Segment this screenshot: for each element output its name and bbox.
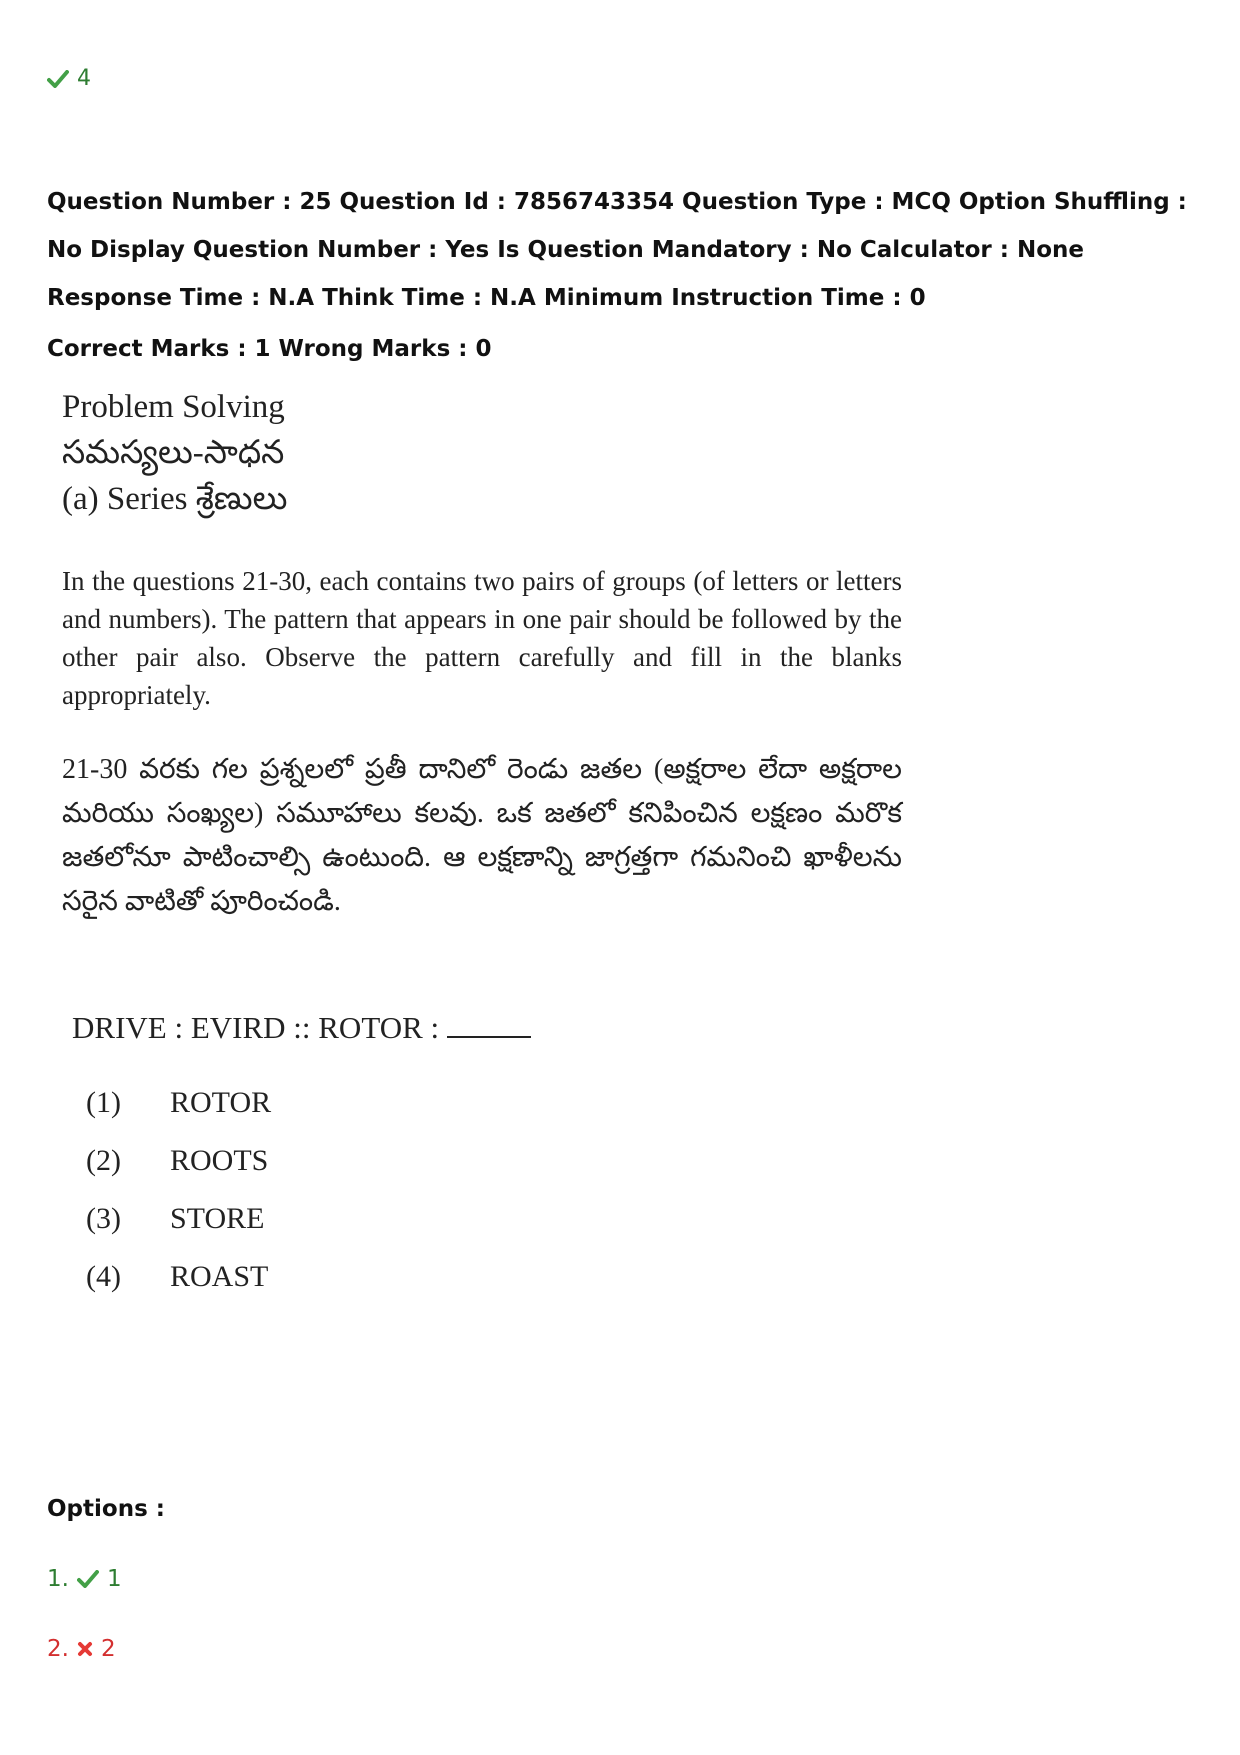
marks-info: Correct Marks : 1 Wrong Marks : 0: [47, 336, 492, 362]
option-value: 1: [106, 1566, 122, 1592]
correct-answer-indicator: [47, 66, 91, 91]
option-index: 1.: [47, 1566, 69, 1592]
option-index: 2.: [47, 1636, 69, 1662]
answer-blank: [447, 1035, 531, 1038]
choice-item: [86, 1248, 902, 1306]
choice-text: ROOTS: [170, 1144, 269, 1177]
choice-text: STORE: [170, 1202, 265, 1235]
choice-list: [62, 1074, 902, 1306]
option-wrong: [47, 1636, 116, 1662]
option-value: 2: [100, 1636, 116, 1662]
choice-text: ROTOR: [170, 1086, 272, 1119]
options-title: Options :: [47, 1496, 165, 1522]
heading-english: Problem Solving: [62, 389, 285, 425]
question-metadata: Question Number : 25 Question Id : 7856743354 Question Type : MCQ Option Shuffling : No Display Question Number : Yes Is Question Mandatory : No Calculator : None Response Time : N.A Think Time : N.A Minimum Instruction Time : 0: [47, 189, 1187, 311]
question-image: [62, 384, 902, 1306]
choice-number: (3): [86, 1202, 121, 1235]
check-icon: [77, 1570, 99, 1588]
choice-number: (4): [86, 1260, 121, 1293]
choice-number: (2): [86, 1144, 121, 1177]
check-icon: [47, 70, 69, 88]
option-correct: [47, 1566, 122, 1592]
subheading-series: (a) Series శ్రేణులు: [62, 481, 288, 517]
choice-text: ROAST: [170, 1260, 269, 1293]
choice-item: [86, 1190, 902, 1248]
question-stem: [62, 1010, 902, 1046]
instruction-english: In the questions 21-30, each contains two pairs of groups (of letters or letters and numbers). The pattern that appears in one pair should be followed by the other pair also. Observe the pattern carefully and fill in the blanks appropriately.: [62, 566, 902, 710]
choice-item: [86, 1074, 902, 1132]
cross-icon: [77, 1641, 93, 1657]
answer-value: 4: [77, 66, 91, 91]
choice-number: (1): [86, 1086, 121, 1119]
heading-telugu: సమస్యలు-సాధన: [62, 435, 285, 471]
instruction-telugu: 21-30 వరకు గల ప్రశ్నలలో ప్రతీ దానిలో రెండు జతల (అక్షరాల లేదా అక్షరాల మరియు సంఖ్యల) సమూహాలు కలవు. ఒక జతలో కనిపించిన లక్షణం మరొక జతలోనూ పాటించాల్సి ఉంటుంది. ఆ లక్షణాన్ని జాగ్రత్తగా గమనించి ఖాళీలను సరైన వాటితో పూరించండి.: [62, 754, 902, 917]
question-stem-text: DRIVE : EVIRD :: ROTOR :: [72, 1010, 440, 1045]
choice-item: [86, 1132, 902, 1190]
